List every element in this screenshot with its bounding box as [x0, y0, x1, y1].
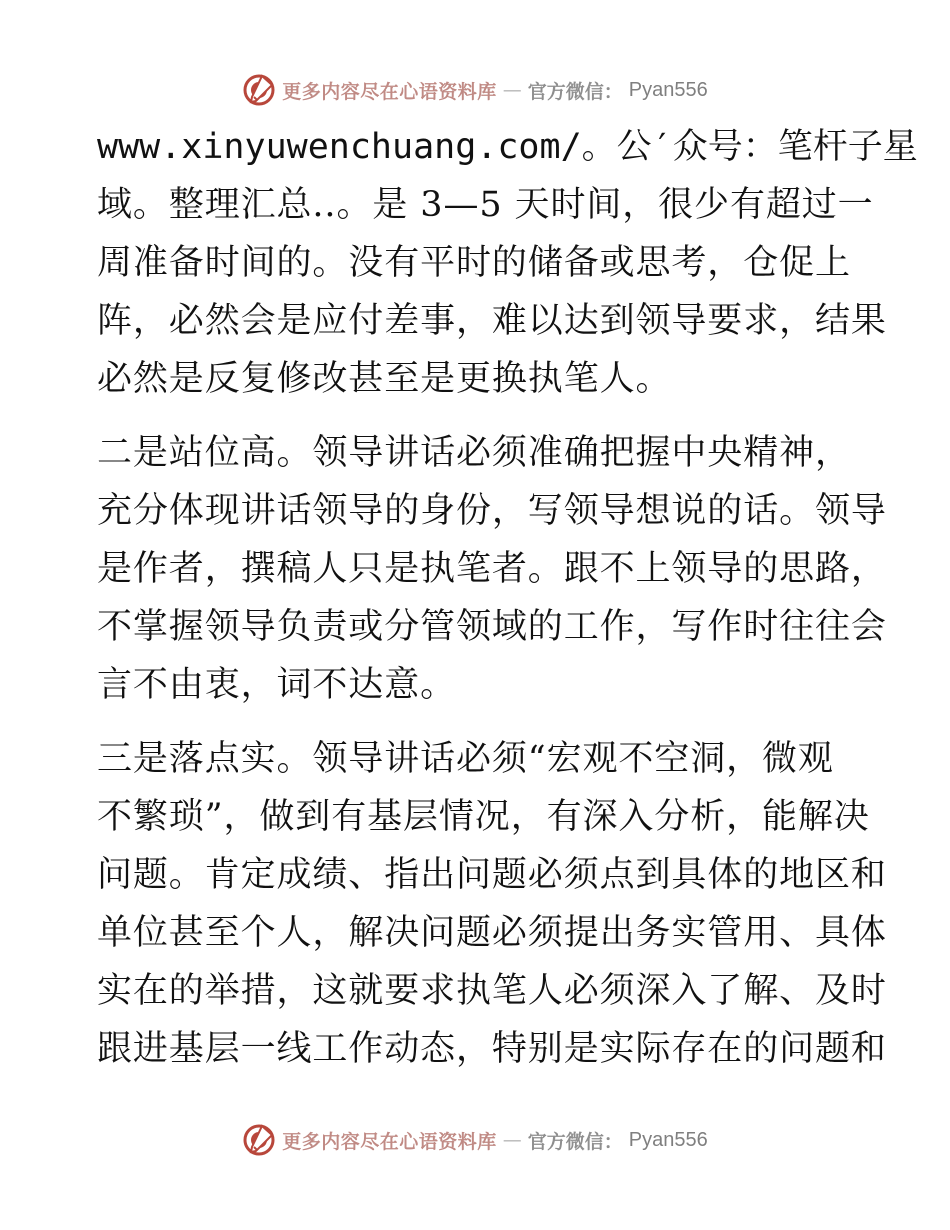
banner-dash: —	[502, 79, 522, 101]
text-line: 单位甚至个人，解决问题必须提出务实管用、具体	[97, 913, 887, 953]
text-line: 阵，必然会是应付差事，难以达到领导要求，结果	[97, 301, 887, 341]
footer-banner	[0, 1120, 950, 1160]
banner-text: 更多内容尽在心语资料库	[282, 1130, 497, 1153]
text-line: 问题。肯定成绩、指出问题必须点到具体的地区和	[97, 855, 887, 895]
text-line: 是作者，撰稿人只是执笔者。跟不上领导的思路，	[97, 549, 887, 589]
text-line: 二是站位高。领导讲话必须准确把握中央精神，	[97, 433, 851, 473]
text-line: 充分体现讲话领导的身份，写领导想说的话。领导	[97, 491, 887, 531]
banner-wechat-label: 官方微信：	[527, 80, 623, 103]
header-banner	[0, 70, 950, 110]
text-line: 言不由衷，词不达意。	[97, 665, 457, 705]
text-line: 三是落点实。领导讲话必须“宏观不空洞，微观	[97, 739, 834, 779]
pen-circle-logo-icon	[242, 1123, 276, 1157]
paragraph-2	[97, 424, 887, 714]
text-line: 周准备时间的。没有平时的储备或思考，仓促上	[97, 243, 851, 283]
text-line: 不掌握领导负责或分管领域的工作，写作时往往会	[97, 607, 887, 647]
text-line: 必然是反复修改甚至是更换执笔人。	[97, 359, 672, 399]
text-line: 实在的举措，这就要求执笔人必须深入了解、及时	[97, 971, 887, 1011]
text-line: 域。整理汇总..。是 3—5 天时间，很少有超过一	[97, 185, 874, 225]
banner-wechat-label: 官方微信：	[527, 1130, 623, 1153]
banner-dash: —	[502, 1129, 522, 1151]
text-line: 跟进基层一线工作动态，特别是实际存在的问题和	[97, 1029, 887, 1069]
banner-wechat-id: Pyan556	[628, 1128, 708, 1151]
banner-wechat-id: Pyan556	[628, 78, 708, 101]
paragraph-3	[97, 730, 887, 1078]
pen-circle-logo-icon	[242, 73, 276, 107]
text-line: 不繁琐”，做到有基层情况，有深入分析，能解决	[97, 797, 870, 837]
document-body	[97, 118, 918, 1078]
paragraph-gap	[97, 408, 857, 424]
paragraph-1	[97, 118, 918, 408]
banner-text: 更多内容尽在心语资料库	[282, 80, 497, 103]
text-line: www.xinyuwenchuang.com/。公′众号：笔杆子星	[97, 127, 918, 167]
paragraph-gap	[97, 714, 857, 730]
